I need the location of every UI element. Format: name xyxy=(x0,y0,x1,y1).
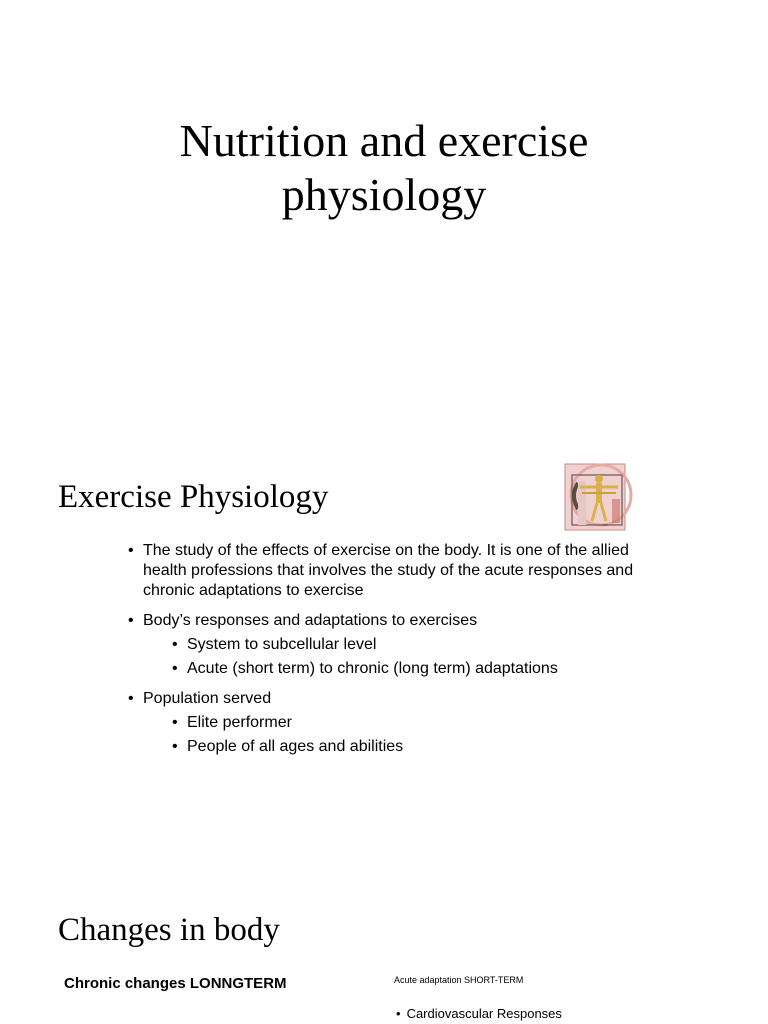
title-line-2: physiology xyxy=(281,169,487,220)
bullet-dot-icon: • xyxy=(396,1006,401,1021)
chronic-changes-label: Chronic changes LONNGTERM xyxy=(64,975,287,992)
bullet-item: • The study of the effects of exercise on the body. It is one of the allied health professions that involves the study of the acute responses and chronic adaptations to exercise xyxy=(128,541,648,601)
exercise-physiology-heading: Exercise Physiology xyxy=(58,479,329,515)
sub-bullet-item: • People of all ages and abilities xyxy=(172,737,648,757)
title-line-1: Nutrition and exercise xyxy=(179,115,589,166)
vitruvian-man-logo-icon xyxy=(562,461,634,533)
acute-adaptation-label: Acute adaptation SHORT-TERM xyxy=(394,975,524,985)
changes-in-body-heading: Changes in body xyxy=(58,912,280,948)
sub-bullet-item: • Acute (short term) to chronic (long term) adaptations xyxy=(172,659,648,679)
bullet-item: • Population served • Elite performer • People of all ages and abilities xyxy=(128,689,648,757)
sub-bullet-item: • System to subcellular level xyxy=(172,635,648,655)
sub-bullet-item: • Elite performer xyxy=(172,713,648,733)
slide-title xyxy=(0,114,768,222)
bullet-item: • Body’s responses and adaptations to exercises • System to subcellular level • Acute (short term) to chronic (long term) adaptations xyxy=(128,611,648,679)
exercise-physiology-bullets xyxy=(128,541,648,767)
acute-bullet-item: • Cardiovascular Responses xyxy=(396,1006,562,1021)
